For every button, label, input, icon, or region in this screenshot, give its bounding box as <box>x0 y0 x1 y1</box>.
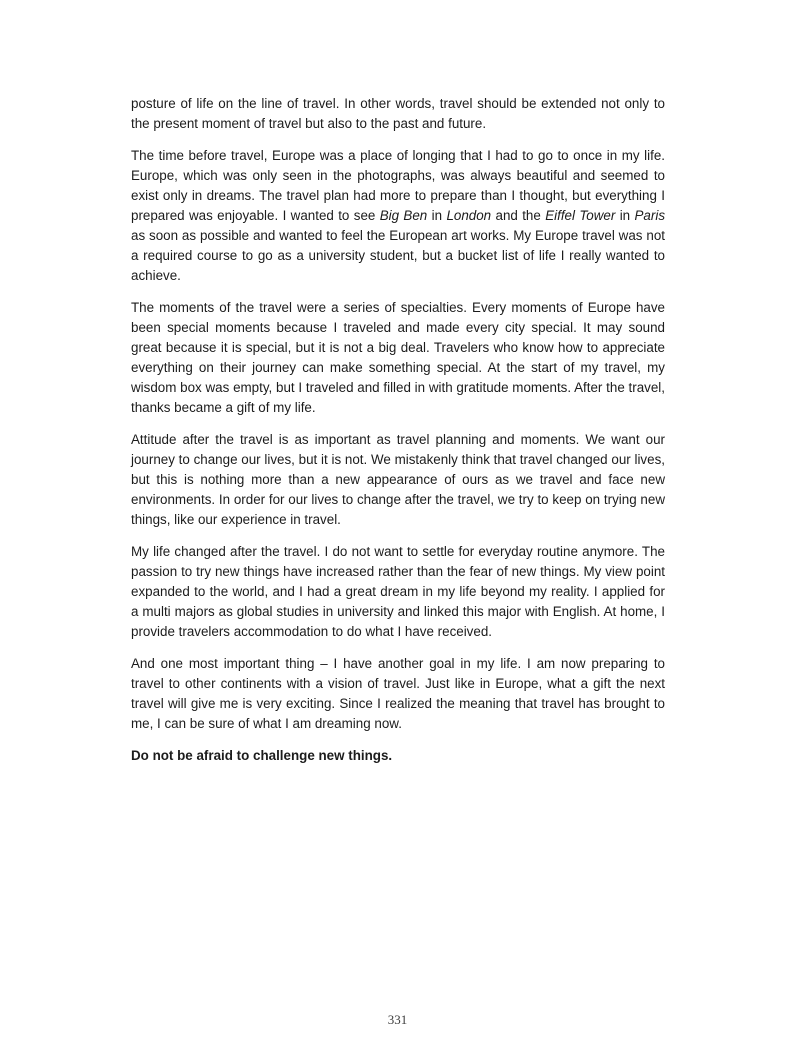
text-run: Eiffel Tower <box>545 208 616 223</box>
text-run: Do not be afraid to challenge new things. <box>131 748 393 763</box>
page-number: 331 <box>387 1012 408 1027</box>
text-run: The moments of the travel were a series of specialties. Every moments of Europe have been special moments because I traveled and made every city special. It may sound great because it is special, but it is not a big deal. Travelers who know how to appreciate everything on their journey can make something special. At the start of my travel, my wisdom box was empty, but I traveled and filled in with gratitude moments. After the travel, thanks became a gift of my life. <box>131 300 665 415</box>
text-run: as soon as possible and wanted to feel the European art works. My Europe travel was not a required course to go as a university student, but a bucket list of life I really wanted to achieve. <box>131 228 665 283</box>
paragraph-before-travel <box>131 146 665 286</box>
paragraph-attitude <box>131 430 665 530</box>
text-run: in <box>427 208 447 223</box>
text-run: London <box>446 208 492 223</box>
text-run: And one most important thing – I have another goal in my life. I am now preparing to travel to other continents with a vision of travel. Just like in Europe, what a gift the next travel will give me is very exciting. Since I realized the meaning that travel has brought to me, I can be sure of what I am dreaming now. <box>131 656 665 731</box>
paragraph-moments <box>131 298 665 418</box>
body-text-block <box>131 94 665 778</box>
paragraph-continuation <box>131 94 665 134</box>
paragraph-closing-statement <box>131 746 665 766</box>
text-run: and the <box>491 208 546 223</box>
text-run: Big Ben <box>379 208 428 223</box>
text-run: The time before travel, Europe was a place of longing that I had to go to once in my life. Europe, which was only seen in the photographs, was always beautiful and seemed to exist only in dreams. The travel plan had more to prepare than I thought, but everything I prepared was enjoyable. I wanted to see <box>131 148 665 223</box>
paragraph-life-changed <box>131 542 665 642</box>
text-run: Paris <box>634 208 666 223</box>
text-run: in <box>615 208 635 223</box>
paragraph-next-goal <box>131 654 665 734</box>
text-run: posture of life on the line of travel. In other words, travel should be extended not only to the present moment of travel but also to the past and future. <box>131 96 665 131</box>
text-run: My life changed after the travel. I do not want to settle for everyday routine anymore. The passion to try new things have increased rather than the fear of new things. My view point expanded to the world, and I had a great dream in my life beyond my reality. I applied for a multi majors as global studies in university and linked this major with English. At home, I provide travelers accommodation to do what I have received. <box>131 544 665 639</box>
text-run: Attitude after the travel is as important as travel planning and moments. We want our journey to change our lives, but it is not. We mistakenly think that travel changed our lives, but this is nothing more than a new appearance of ours as we travel and face new environments. In order for our lives to change after the travel, we try to keep on trying new things, like our experience in travel. <box>131 432 665 527</box>
